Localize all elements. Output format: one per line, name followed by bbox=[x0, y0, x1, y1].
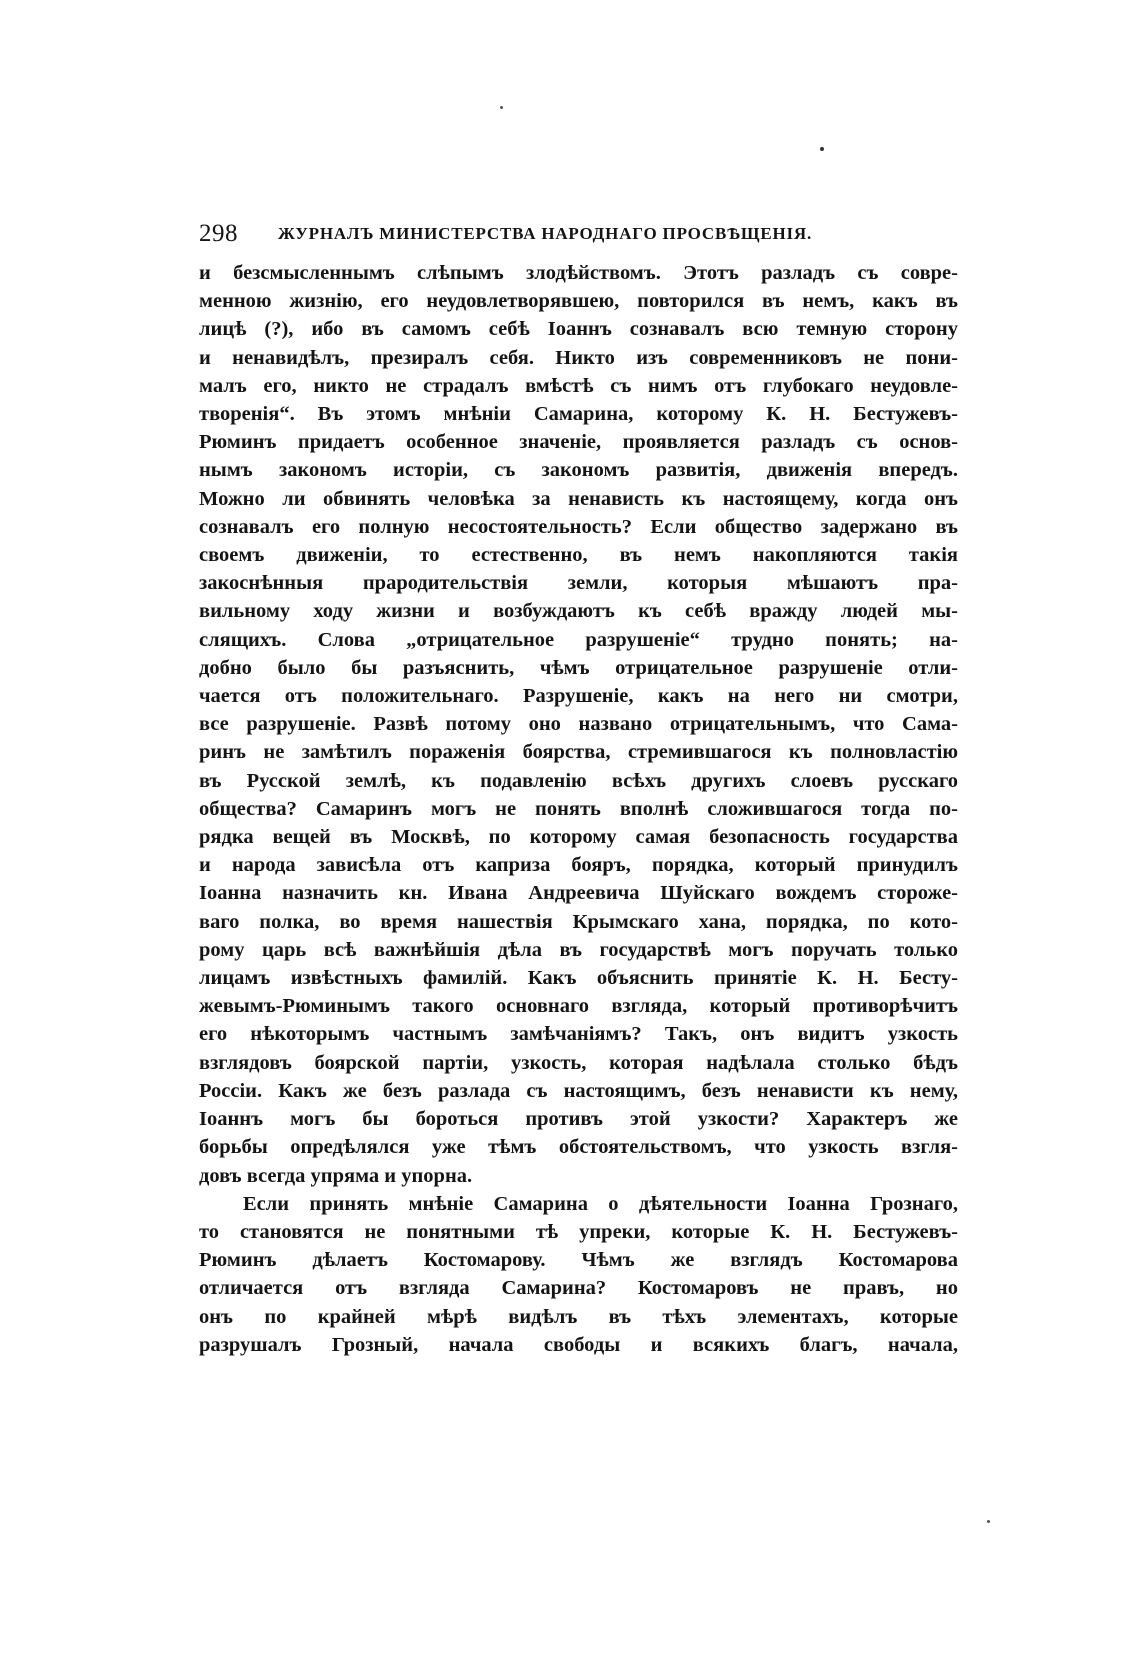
body-text bbox=[199, 259, 958, 1359]
text-line: Іоаннъ могъ бы бороться противъ этой узкости? Характеръ же bbox=[199, 1108, 958, 1131]
text-line: общества? Самаринъ могъ не понять вполнѣ сложившагося тогда по- bbox=[199, 797, 958, 820]
running-header bbox=[199, 220, 959, 248]
text-line: и безсмысленнымъ слѣпымъ злодѣйствомъ. Этотъ разладъ съ совре- bbox=[199, 262, 958, 284]
page-number: 298 bbox=[199, 220, 238, 247]
text-line: малъ его, никто не страдалъ вмѣстѣ съ нимъ отъ глубокаго неудовле- bbox=[199, 374, 958, 397]
text-line: и ненавидѣлъ, презиралъ себя. Никто изъ современниковъ не пони- bbox=[199, 346, 958, 369]
scan-speck bbox=[500, 106, 503, 109]
text-line: своемъ движеніи, то естественно, въ немъ накопляются такія bbox=[199, 544, 958, 567]
text-line: менною жизнію, его неудовлетворявшею, повторился въ немъ, какъ въ bbox=[199, 290, 958, 313]
text-line: закоснѣнныя прародительствія земли, которыя мѣшаютъ пра- bbox=[199, 572, 958, 595]
text-line: жевымъ-Рюминымъ такого основнаго взгляда, который противорѣчитъ bbox=[199, 995, 958, 1018]
text-line: ваго полка, во время нашествія Крымскаго хана, порядка, по кото- bbox=[199, 910, 958, 933]
paragraph-end-line: довъ всегда упряма и упорна. bbox=[199, 1164, 473, 1187]
text-line: рому царь всѣ важнѣйшія дѣла въ государствѣ могъ поручать только bbox=[199, 938, 958, 961]
text-line: ринъ не замѣтилъ пораженія боярства, стремившагося къ полновластію bbox=[199, 741, 958, 764]
text-line: борьбы опредѣлялся уже тѣмъ обстоятельствомъ, что узкость взгля- bbox=[199, 1136, 958, 1159]
scan-speck bbox=[820, 147, 824, 151]
text-line: слящихъ. Слова „отрицательное разрушеніе“ трудно понять; на- bbox=[199, 628, 958, 651]
text-line: то становятся не понятными тѣ упреки, которые К. Н. Бестужевъ- bbox=[199, 1220, 958, 1243]
text-line: онъ по крайней мѣрѣ видѣлъ въ тѣхъ элементахъ, которые bbox=[199, 1305, 958, 1328]
text-line: рядка вещей въ Москвѣ, по которому самая безопасность государства bbox=[199, 826, 958, 849]
text-line: вильному ходу жизни и возбуждаютъ къ себѣ вражду людей мы- bbox=[199, 600, 958, 623]
text-line: Россіи. Какъ же безъ разлада съ настоящимъ, безъ ненависти къ нему, bbox=[199, 1079, 958, 1102]
text-line: все разрушеніе. Развѣ потому оно названо отрицательнымъ, что Сама- bbox=[199, 713, 958, 736]
text-line: Іоанна назначить кн. Ивана Андреевича Шуйскаго вождемъ стороже- bbox=[199, 882, 958, 905]
text-line: разрушалъ Грозный, начала свободы и всякихъ благъ, начала, bbox=[199, 1333, 958, 1356]
text-line: Рюминъ придаетъ особенное значеніе, проявляется разладъ съ основ- bbox=[199, 431, 958, 454]
text-line: сознавалъ его полную несостоятельность? Если общество задержано въ bbox=[199, 515, 958, 538]
text-line: лицамъ извѣстныхъ фамилій. Какъ объяснить принятіе К. Н. Бесту- bbox=[199, 967, 958, 990]
text-line: добно было бы разъяснить, чѣмъ отрицательное разрушеніе отли- bbox=[199, 656, 958, 679]
paragraph-first-line: Если принять мнѣніе Самарина о дѣятельности Іоанна Грознаго, bbox=[243, 1192, 958, 1215]
text-line: Рюминъ дѣлаетъ Костомарову. Чѣмъ же взглядъ Костомарова bbox=[199, 1249, 958, 1272]
journal-title: ЖУРНАЛЪ МИНИСТЕРСТВА НАРОДНАГО ПРОСВѢЩЕНІЯ. bbox=[278, 224, 813, 243]
scan-speck bbox=[987, 1520, 990, 1523]
text-line: творенія“. Въ этомъ мнѣніи Самарина, которому К. Н. Бестужевъ- bbox=[199, 403, 958, 426]
text-line: лицѣ (?), ибо въ самомъ себѣ Іоаннъ сознавалъ всю темную сторону bbox=[199, 318, 958, 341]
text-line: нымъ закономъ исторіи, съ закономъ развитія, движенія впередъ. bbox=[199, 459, 958, 482]
text-line: Можно ли обвинять человѣка за ненависть къ настоящему, когда онъ bbox=[199, 487, 958, 510]
text-line: отличается отъ взгляда Самарина? Костомаровъ не правъ, но bbox=[199, 1277, 958, 1300]
text-line: въ Русской землѣ, къ подавленію всѣхъ другихъ слоевъ русскаго bbox=[199, 769, 958, 792]
text-line: чается отъ положительнаго. Разрушеніе, какъ на него ни смотри, bbox=[199, 685, 958, 708]
text-line: и народа зависѣла отъ каприза бояръ, порядка, который принудилъ bbox=[199, 854, 958, 877]
text-line: взглядовъ боярской партіи, узкость, которая надѣлала столько бѣдъ bbox=[199, 1051, 958, 1074]
text-line: его нѣкоторымъ частнымъ замѣчаніямъ? Такъ, онъ видитъ узкость bbox=[199, 1023, 958, 1046]
